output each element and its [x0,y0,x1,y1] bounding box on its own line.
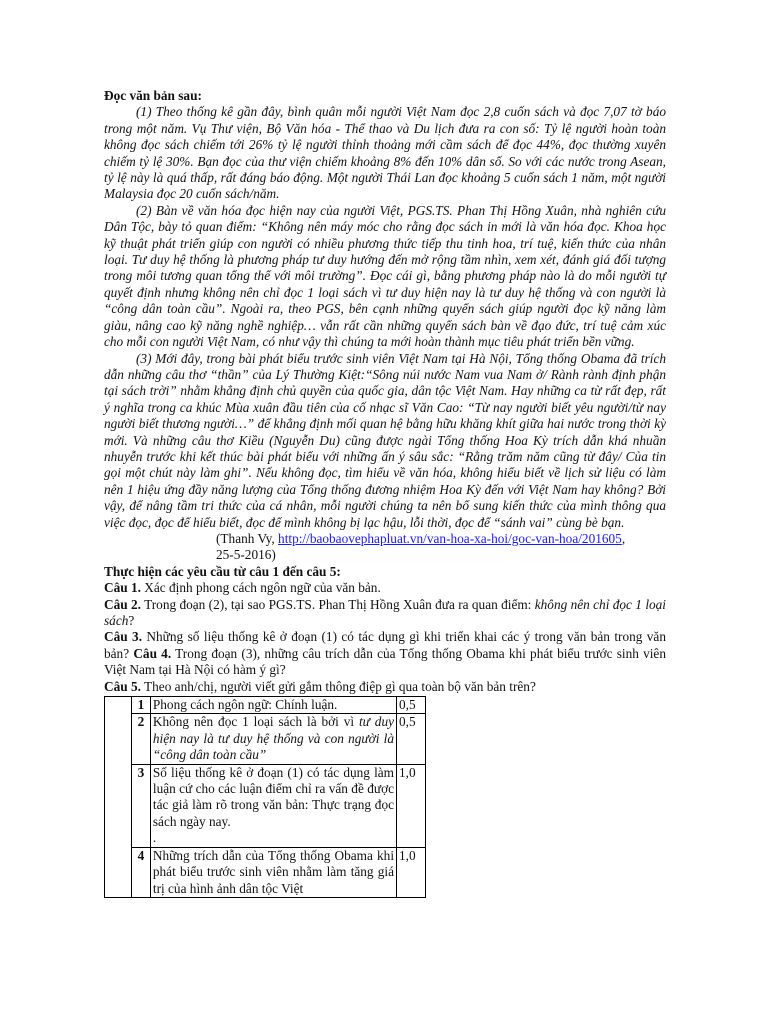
source-comma: , [621,530,626,546]
answer-text: Phong cách ngôn ngữ: Chính luận. [150,697,396,714]
question-3-text: Những số liệu thống kê ở đoạn (1) có tác dụng gì khi triển khai các ý trong văn bản trong văn bản? [104,629,666,661]
source-date: 25-5-2016) [216,547,276,563]
question-1-text: Xác định phong cách ngôn ngữ của văn bản. [140,580,381,596]
answer-text [150,764,396,847]
answer-points: 1,0 [397,847,426,897]
question-5-label: Câu 5. [104,678,141,694]
answer-text-plain: Không nên đọc 1 loại sách là bởi vì [152,714,359,730]
answer-points: 1,0 [397,764,426,847]
paragraph-2: (2) Bàn về văn hóa đọc hiện nay của người Việt, PGS.TS. Phan Thị Hồng Xuân, nhà nghiên cứu Dân Tộc, bày tỏ quan điểm: “Không nên máy móc cho rằng đọc sách in mới là văn hóa đọc. Khoa học kỹ thuật phát triển giúp con người có nhiều phương thức tiếp thu tinh hoa, trí tuệ, kiến thức của nhân loại. Tư duy hệ thống là phương pháp tư duy hướng đến mở rộng tầm nhìn, xem xét, đánh giá đối tượng trong môi tương quan tổng thể với môi trường”. Đọc cái gì, bằng phương pháp nào là do mỗi người tự quyết định nhưng không nên chỉ đọc 1 loại sách vì tư duy hiện nay là tư duy hệ thống và con người là “công dân toàn cầu”. Ngoài ra, theo PGS, bên cạnh những quyển sách giúp người đọc kỹ năng làm giàu, nâng cao kỹ năng nghề nghiệp… vẫn rất cần những quyển sách bàn về đạo đức, trí tuệ cảm xúc cho mỗi con người Việt Nam, có như vậy thì chúng ta mới hoàn thành mục tiêu phát triển bền vững. [104,202,666,350]
table-row [105,714,426,764]
question-2-quote: không nên chỉ đọc 1 loại sách [104,596,666,628]
table-row [105,847,426,897]
source-author: (Thanh Vy, [216,530,275,546]
question-2-label: Câu 2. [104,596,141,612]
question-2-text: Trong đoạn (2), tại sao PGS.TS. Phan Thị Hồng Xuân đưa ra quan điểm: [140,596,535,612]
answer-text: Những trích dẫn của Tổng thống Obama khi phát biểu trước sinh viên nhằm làm tăng giá trị của hình ảnh dân tộc Việt [150,847,396,897]
document-title: Đọc văn bản sau: [104,88,202,103]
answer-number: 4 [131,847,150,897]
paragraph-3: (3) Mới đây, trong bài phát biểu trước sinh viên Việt Nam tại Hà Nội, Tổng thống Obama đã trích dẫn những câu thơ “thần” của Lý Thường Kiệt:“Sông núi nước Nam vua Nam ở/ Rành rành định phận tại sách trời” nhằm khẳng định chủ quyền của quốc gia, dân tộc Việt Nam. Hay những ca từ rất đẹp, rất ý nghĩa trong ca khúc Mùa xuân đầu tiên của cố nhạc sĩ Văn Cao: “Từ nay người biết yêu người/từ nay người biết thương người…” để khẳng định mối quan hệ bằng hữu khăng khít giữa hai nước trong thời kỳ mới. Và những câu thơ Kiều (Nguyễn Du) cũng được ngài Tổng thống Hoa Kỳ trích dẫn khá nhuần nhuyễn trước khi kết thúc bài phát biểu với những ấn ý sâu sắc: “Rằng trăm năm cũng từ đây/ Của tin gọi một chút này làm ghi”. Nếu không đọc, tìm hiểu về văn hóa, không hiểu biết về lịch sử liệu có làm nên 1 hiệu ứng đầy năng lượng của Tổng thống đương nhiệm Hoa Kỳ đến với Việt Nam hay không? Bởi vậy, để nâng tầm tri thức của cá nhân, mỗi người chúng ta nên bổ sung kiến thức của mình thông qua việc đọc, đọc để hiểu biết, đọc để mình không bị lạc hậu, lỗi thời, đọc để “sánh vai” cùng bè bạn. [104,350,666,530]
question-3-4 [104,629,666,678]
question-4-text: Trong đoạn (3), những câu trích dẫn của Tổng thống Obama khi phát biểu trước sinh viên Việt Nam tại Hà Nội có hàm ý gì? [104,645,666,678]
question-1-label: Câu 1. [104,580,141,596]
paragraph-1: (1) Theo thống kê gần đây, bình quân mỗi người Việt Nam đọc 2,8 cuốn sách và đọc 7,07 tờ báo trong một năm. Vụ Thư viện, Bộ Văn hóa - Thể thao và Du lịch đưa ra con số: Tỷ lệ người hoàn toàn không đọc sách chiếm tới 26% tỷ lệ người thỉnh thoảng mới cầm sách để đọc 44%, đọc thường xuyên chiếm tỷ lệ 30%. Bạn đọc của thư viện chiếm khoảng 8% đến 10% dân số. So với các nước trong Asean, tỷ lệ này là quá thấp, rất đáng báo động. Một người Thái Lan đọc khoảng 5 cuốn sách 1 năm, một người Malaysia đọc 20 cuốn sách/năm. [104,104,666,202]
question-4-label: Câu 4. [133,645,172,661]
table-row [105,697,426,714]
answer-extra: . [152,830,157,846]
question-5-text: Theo anh/chị, người viết gửi gắm thông điệp gì qua toàn bộ văn bản trên? [140,678,536,694]
question-2 [104,597,666,630]
answer-table [104,696,426,898]
document-page [104,88,666,898]
instructions-heading: Thực hiện các yêu cầu từ câu 1 đến câu 5: [104,563,341,579]
answer-number: 2 [131,714,150,764]
answer-number: 1 [131,697,150,714]
source-link[interactable]: http://baobaovephapluat.vn/van-hoa-xa-hoi/goc-van-hoa/201605 [278,530,622,546]
question-2-end: ? [128,613,135,628]
question-3-label: Câu 3. [104,629,143,645]
answer-text-italic: tư duy hiện nay là tư duy hệ thống và con người là “công dân toàn cầu” [152,714,395,763]
answer-number: 3 [131,764,150,847]
answer-points: 0,5 [397,714,426,764]
table-row [105,764,426,847]
question-5 [104,679,666,695]
answer-text [150,714,396,764]
source-citation [104,531,666,564]
question-1 [104,580,666,596]
answer-points: 0,5 [397,697,426,714]
answer-text-plain: Số liệu thống kê ở đoạn (1) có tác dụng làm luận cứ cho các luận điểm chỉ ra vấn đề được tác giả làm rõ trong văn bản: Thực trạng đọc sách ngày nay. [152,764,395,829]
blank-cell [105,697,132,898]
